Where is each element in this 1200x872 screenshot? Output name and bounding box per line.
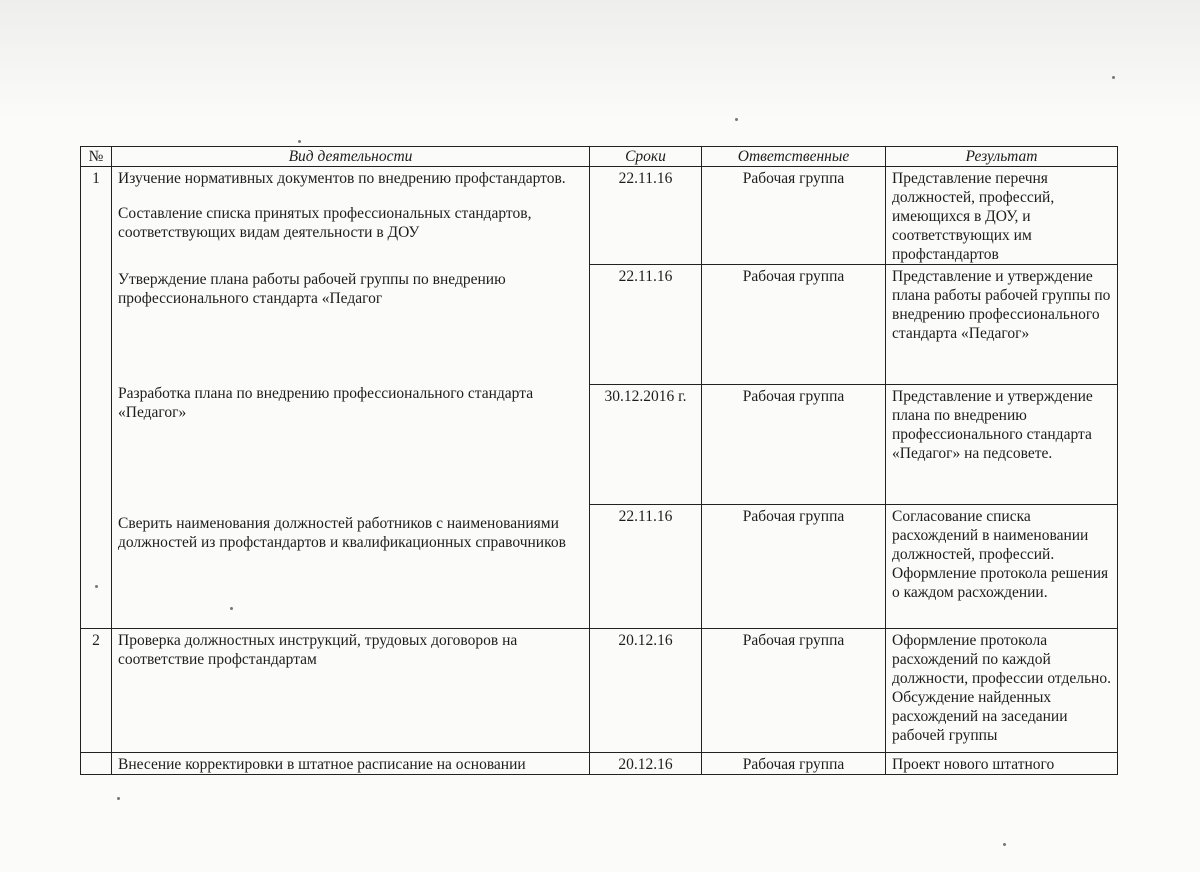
- scan-speck: [735, 118, 738, 121]
- responsible-cell: Рабочая группа: [702, 385, 886, 505]
- date-cell: 22.11.16: [590, 505, 702, 629]
- activity-item: Изучение нормативных документов по внедрению профстандартов.: [118, 170, 566, 187]
- result-cell: Согласование списка расхождений в наименовании должностей, профессий. Оформление протокола решения о каждом расхождении.: [886, 505, 1118, 629]
- responsible-cell: Рабочая группа: [702, 753, 886, 775]
- header-result: Результат: [886, 147, 1118, 167]
- responsible-cell: Рабочая группа: [702, 265, 886, 385]
- scan-speck: [117, 797, 120, 800]
- activity-item: Разработка плана по внедрению профессионального стандарта «Педагог»: [118, 385, 534, 421]
- result-cell: Проект нового штатного: [886, 753, 1118, 775]
- scan-speck: [1003, 843, 1006, 846]
- row-number: [81, 753, 112, 775]
- activity-item: Утверждение плана работы рабочей группы по внедрению профессионального стандарта «Педагог: [118, 271, 506, 307]
- responsible-cell: Рабочая группа: [702, 629, 886, 753]
- date-cell: 22.11.16: [590, 167, 702, 265]
- activity-item: Составление списка принятых профессиональных стандартов, соответствующих видам деятельности в ДОУ: [118, 205, 532, 241]
- date-cell: 22.11.16: [590, 265, 702, 385]
- result-cell: Представление перечня должностей, профессий, имеющихся в ДОУ, и соответствующих им профстандартов: [886, 167, 1118, 265]
- row-number: 1: [81, 167, 112, 629]
- result-cell: Представление и утверждение плана по внедрению профессионального стандарта «Педагог» на педсовете.: [886, 385, 1118, 505]
- activity-cell: Проверка должностных инструкций, трудовых договоров на соответствие профстандартам: [112, 629, 590, 753]
- activity-item: Сверить наименования должностей работников с наименованиями должностей из профстандартов и квалификационных справочников: [118, 515, 566, 551]
- result-cell: Оформление протокола расхождений по каждой должности, профессии отдельно. Обсуждение найденных расхождений на заседании рабочей группы: [886, 629, 1118, 753]
- activity-cell: Внесение корректировки в штатное расписание на основании: [112, 753, 590, 775]
- header-num: №: [81, 147, 112, 167]
- row-number: 2: [81, 629, 112, 753]
- table-header-row: [81, 147, 1118, 167]
- table-row: [81, 167, 1118, 265]
- activity-cell: [112, 167, 590, 629]
- date-cell: 30.12.2016 г.: [590, 385, 702, 505]
- table-row: [81, 753, 1118, 775]
- scan-speck: [1112, 76, 1115, 79]
- date-cell: 20.12.16: [590, 753, 702, 775]
- responsible-cell: Рабочая группа: [702, 505, 886, 629]
- table-row: [81, 629, 1118, 753]
- responsible-cell: Рабочая группа: [702, 167, 886, 265]
- header-responsible: Ответственные: [702, 147, 886, 167]
- activity-plan-table: [80, 146, 1118, 775]
- date-cell: 20.12.16: [590, 629, 702, 753]
- header-activity: Вид деятельности: [112, 147, 590, 167]
- result-cell: Представление и утверждение плана работы рабочей группы по внедрению профессионального стандарта «Педагог»: [886, 265, 1118, 385]
- scan-speck: [298, 140, 301, 143]
- scan-shading: [0, 0, 1200, 120]
- header-date: Сроки: [590, 147, 702, 167]
